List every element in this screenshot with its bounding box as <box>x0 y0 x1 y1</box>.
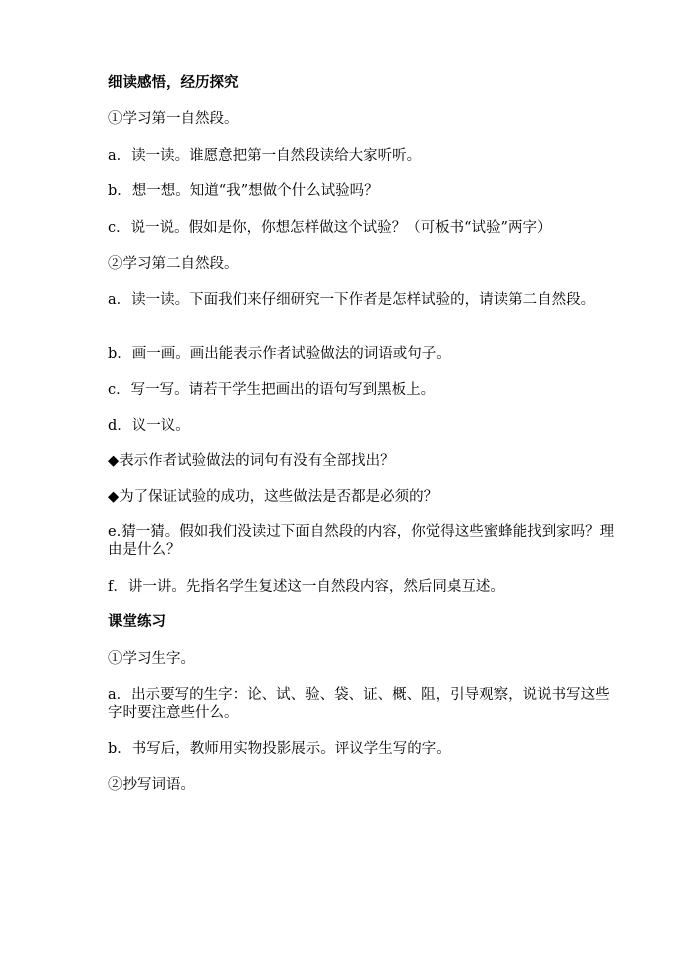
exercise-display: b．书写后，教师用实物投影展示。评议学生写的字。 <box>108 741 451 757</box>
step-discuss: d．议一议。 <box>108 418 190 434</box>
step-read-second: a．读一读。下面我们来仔细研究一下作者是怎样试验的，请读第二自然段。 <box>108 292 596 308</box>
step-say: c．说一说。假如是你，你想怎样做这个试验？（可板书“试验”两字） <box>108 220 552 236</box>
step-guess: e.猜一猜。假如我们没读过下面自然段的内容，你觉得这些蜜蜂能找到家吗？理由是什么？ <box>108 524 615 558</box>
step-read: a．读一读。谁愿意把第一自然段读给大家听听。 <box>108 148 422 164</box>
bullet-question-2: ◆为了保证试验的成功，这些做法是否都是必须的？ <box>108 489 439 505</box>
paragraph-learn-second: ②学习第二自然段。 <box>108 256 239 272</box>
paragraph-learn-first: ①学习第一自然段。 <box>108 111 239 127</box>
exercise-copy-words: ②抄写词语。 <box>108 777 195 793</box>
step-draw: b．画一画。画出能表示作者试验做法的词语或句子。 <box>108 346 451 362</box>
section-heading-reading: 细读感悟，经历探究 <box>108 74 239 91</box>
step-write: c．写一写。请若干学生把画出的语句写到黑板上。 <box>108 382 436 398</box>
step-think: b．想一想。知道“我”想做个什么试验吗？ <box>108 183 379 199</box>
exercise-learn-characters: ①学习生字。 <box>108 651 195 667</box>
step-tell: f．讲一讲。先指名学生复述这一自然段内容，然后同桌互述。 <box>108 579 505 595</box>
exercise-show-characters: a．出示要写的生字：论、试、验、袋、证、概、阻，引导观察，说说书写这些字时要注意些什么。 <box>108 687 610 721</box>
section-heading-exercise: 课堂练习 <box>108 613 166 630</box>
bullet-question-1: ◆表示作者试验做法的词句有没有全部找出？ <box>108 453 395 469</box>
